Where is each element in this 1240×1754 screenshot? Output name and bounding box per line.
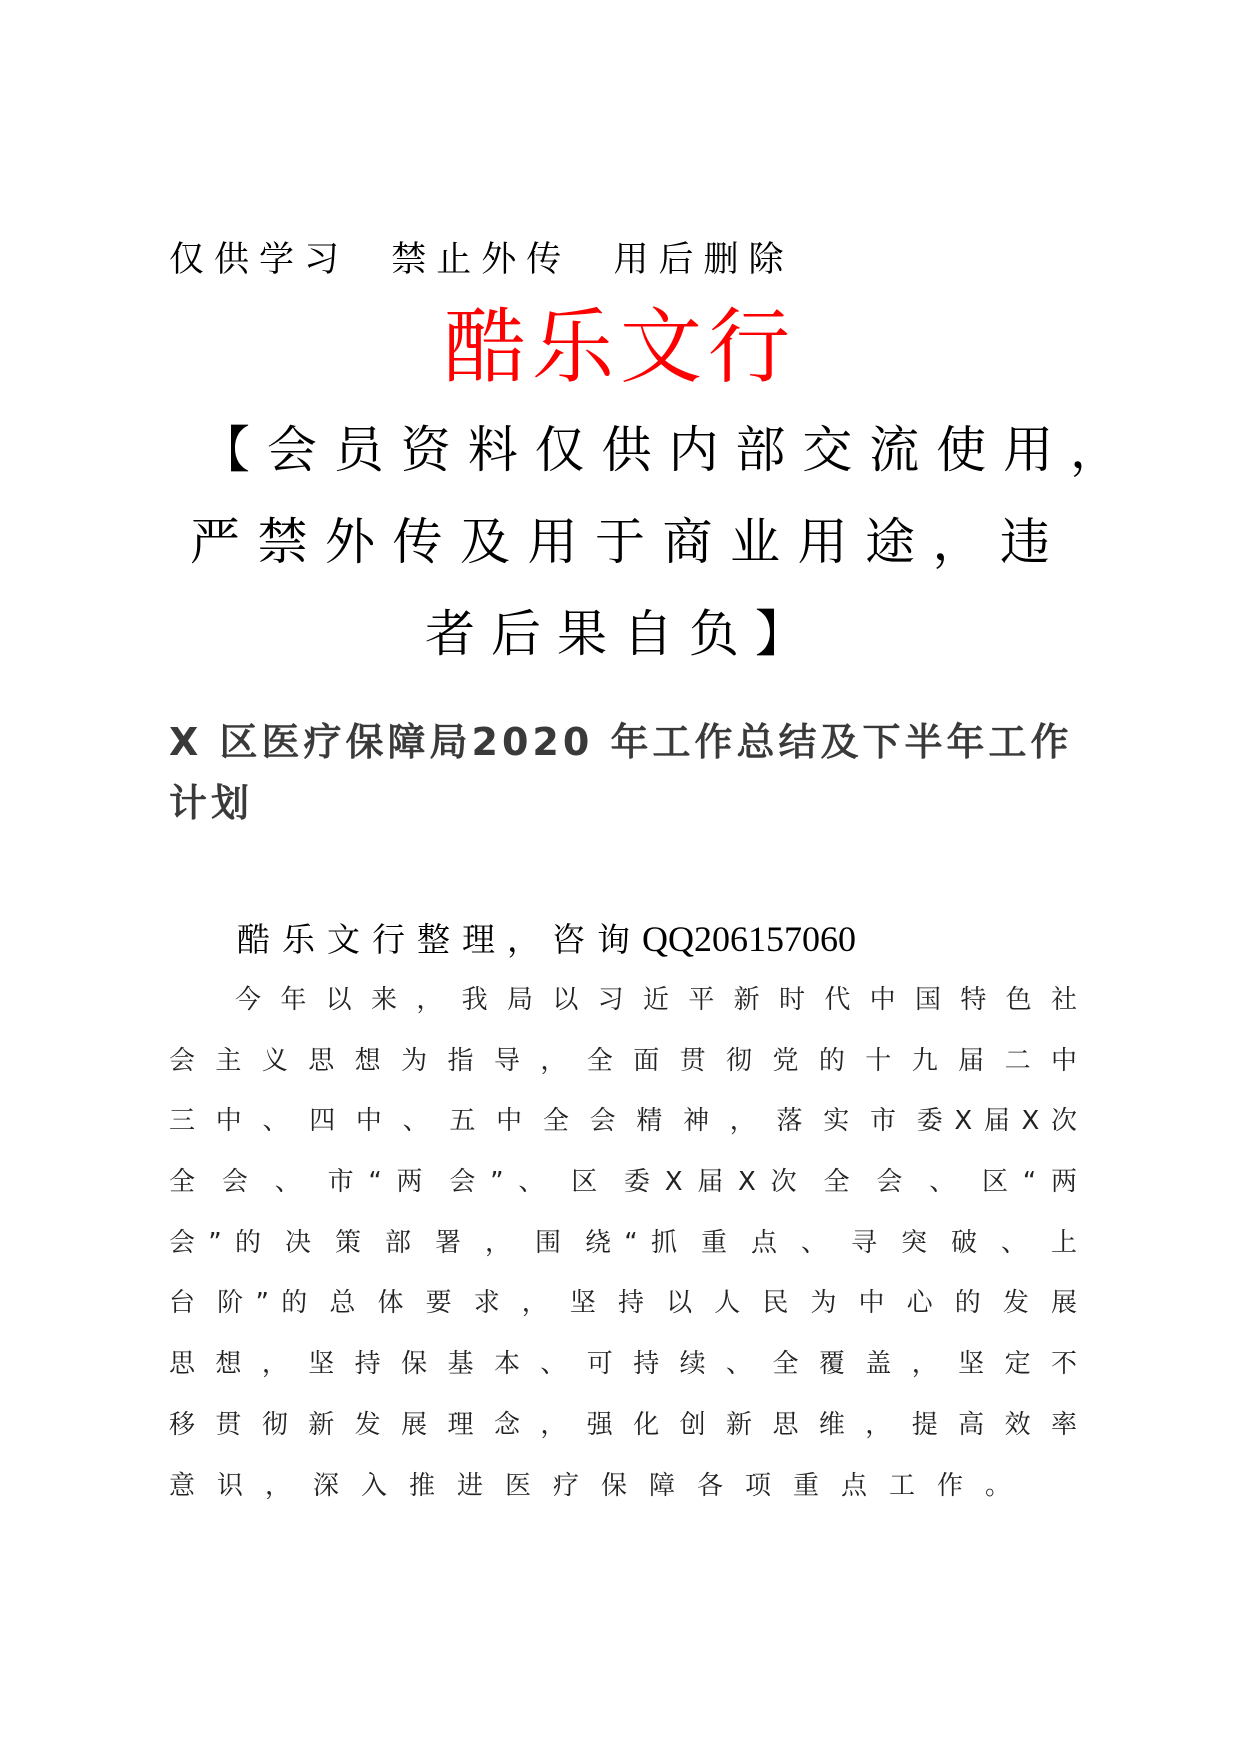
body-line: 台 阶 ” 的 总 体 要 求 ， 坚 持 以 人 民 为 中 心 的 发 展 [169,1288,1077,1319]
body-line: 会 ” 的 决 策 部 署 ， 围 绕 “ 抓 重 点 、 寻 突 破 、 上 [169,1227,1077,1258]
credit-line [237,914,856,961]
body-line: 移 贯 彻 新 发 展 理 念 ， 强 化 创 新 思 维 ， 提 高 效 率 [169,1409,1077,1440]
usage-notice: 仅供学习 禁止外传 用后删除 [169,240,794,280]
body-line: 全 会 、 市 “ 两 会 ” 、 区 委 X 届 X 次 全 会 、 区 “ 两 [169,1167,1077,1198]
document-title: X 区医疗保障局2020 年工作总结及下半年工作计划 [169,720,1073,825]
credit-qq: QQ206157060 [642,919,856,959]
body-line: 会 主 义 思 想 为 指 导 ， 全 面 贯 彻 党 的 十 九 届 二 中 [169,1045,1077,1076]
brand-logo-text: 酷乐文行 [443,300,796,395]
body-line: 三 中 、 四 中 、 五 中 全 会 精 神 ， 落 实 市 委 X 届 X 次 [169,1106,1077,1137]
body-line: 思 想 ， 坚 持 保 基 本 、 可 持 续 、 全 覆 盖 ， 坚 定 不 [169,1349,1077,1380]
credit-text: 酷乐文行整理，咨询 [237,920,642,959]
member-warning-line-2: 严 禁 外 传 及 用 于 商 业 用 途 ， 违 [190,513,1050,571]
body-line: 意识，深入推进医疗保障各项重点工作。 [169,1470,1034,1501]
member-warning-line-3: 者 后 果 自 负 】 [425,605,805,663]
body-paragraph [169,978,1077,1524]
member-warning-line-1: 【 会 员 资 料 仅 供 内 部 交 流 使 用 ， [200,421,1120,479]
body-line: 今 年 以 来 ， 我 局 以 习 近 平 新 时 代 中 国 特 色 社 [235,985,1077,1015]
